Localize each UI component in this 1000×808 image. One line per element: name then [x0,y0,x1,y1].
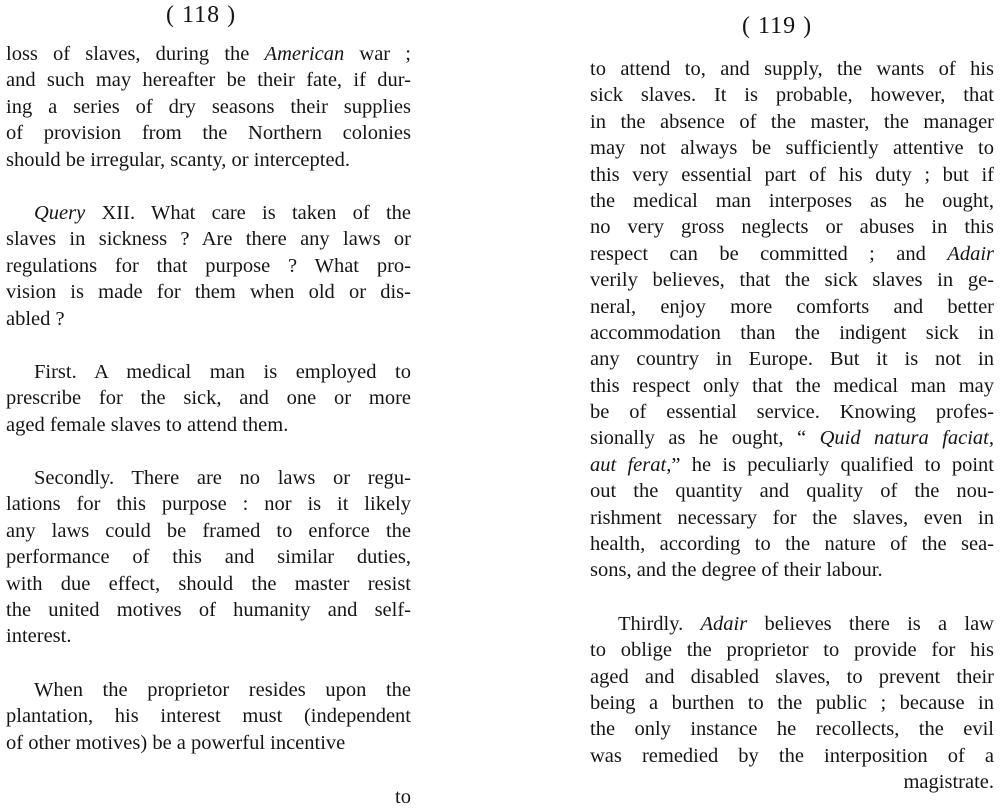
text-line: loss of slaves, during the American war ; [6,43,411,65]
paragraph [6,465,411,650]
italic-text: Query [34,201,86,224]
text-line: of provision from the Northern colonies [6,122,411,145]
text-line: ing a series of dry seasons their supplies [6,95,411,118]
text-line: any laws could be framed to enforce the [6,519,411,542]
paragraph-gap [6,332,411,359]
text-line: may not always be sufficiently attentive to [590,137,994,160]
text-line: plantation, his interest must (independent [6,705,411,728]
text-line: health, according to the nature of the sea- [590,533,994,556]
catchword: to [395,786,411,808]
left-page-body [6,41,411,756]
text-line: in the absence of the master, the manager [590,110,994,133]
paragraph-gap [6,650,411,677]
paragraph [6,200,411,332]
text-line: of other motives) be a powerful incentive [6,731,346,754]
text-line: should be irregular, scanty, or intercepted. [6,148,350,171]
italic-text: aut ferat, [590,453,672,476]
text-line: respect can be committed ; and Adair [590,242,994,265]
text-line: be of essential service. Knowing profes- [590,401,994,424]
text-line: magistrate. [903,771,994,794]
text-line: neral, enjoy more comforts and better [590,295,994,318]
page-number-left: ( 118 ) [166,2,237,28]
italic-text: Quid natura faciat, [819,427,995,450]
text-line: and such may hereafter be their fate, if dur- [6,69,411,92]
italic-text: Adair [947,242,994,265]
text-line: Thirdly. Adair believes there is a law [618,612,994,635]
italic-text: Adair [700,612,748,635]
text-line: vision is made for them when old or dis- [6,281,411,304]
text-line: sick slaves. It is probable, however, that [590,84,994,107]
text-line: to attend to, and supply, the wants of his [590,58,994,80]
text-line: aged female slaves to attend them. [6,413,289,436]
text-line: was remedied by the interposition of a [590,744,994,767]
paragraph-gap [6,438,411,465]
text-line: verily believes, that the sick slaves in ge- [590,269,994,292]
text-line: this very essential part of his duty ; but if [590,163,994,186]
text-line: aut ferat,” he is peculiarly qualified to point [590,453,995,476]
text-line: Query XII. What care is taken of the [34,201,411,224]
text-line: this respect only that the medical man may [590,374,994,397]
text-line: any country in Europe. But it is not in [590,348,994,371]
paragraph [6,41,411,173]
text-line: When the proprietor resides upon the [34,678,411,701]
text-line: aged and disabled slaves, to prevent their [590,665,994,688]
right-page-body [590,56,994,796]
paragraph-gap [6,173,411,200]
text-line: interest. [6,625,72,648]
text-line: abled ? [6,307,65,330]
paragraph [590,611,994,796]
page-number-right: ( 119 ) [742,13,813,39]
text-line: the medical man interposes as he ought, [590,189,994,212]
text-line: the united motives of humanity and self- [6,599,411,622]
text-line: First. A medical man is employed to [34,360,411,383]
text-line: out the quantity and quality of the nou- [590,480,994,503]
text-line: performance of this and similar duties, [6,546,411,569]
text-line: regulations for that purpose ? What pro- [6,254,411,277]
text-line: the only instance he recollects, the evil [590,718,994,741]
paragraph [6,359,411,438]
italic-text: American [264,43,345,65]
paragraph [590,56,994,584]
text-line: lations for this purpose : nor is it likely [6,493,411,516]
text-line: accommodation than the indigent sick in [590,321,994,344]
paragraph-gap [590,584,994,611]
text-line: Secondly. There are no laws or regu- [34,467,411,490]
text-line: sionally as he ought, “ Quid natura faciat, [590,427,995,450]
text-line: no very gross neglects or abuses in this [590,216,994,239]
text-line: slaves in sickness ? Are there any laws or [6,228,411,251]
text-line: sons, and the degree of their labour. [590,559,883,582]
text-line: rishment necessary for the slaves, even in [590,506,994,529]
text-line: with due effect, should the master resist [6,572,411,595]
text-line: prescribe for the sick, and one or more [6,387,411,410]
text-line: being a burthen to the public ; because in [590,691,994,714]
paragraph [6,677,411,756]
text-line: to oblige the proprietor to provide for his [590,639,994,662]
